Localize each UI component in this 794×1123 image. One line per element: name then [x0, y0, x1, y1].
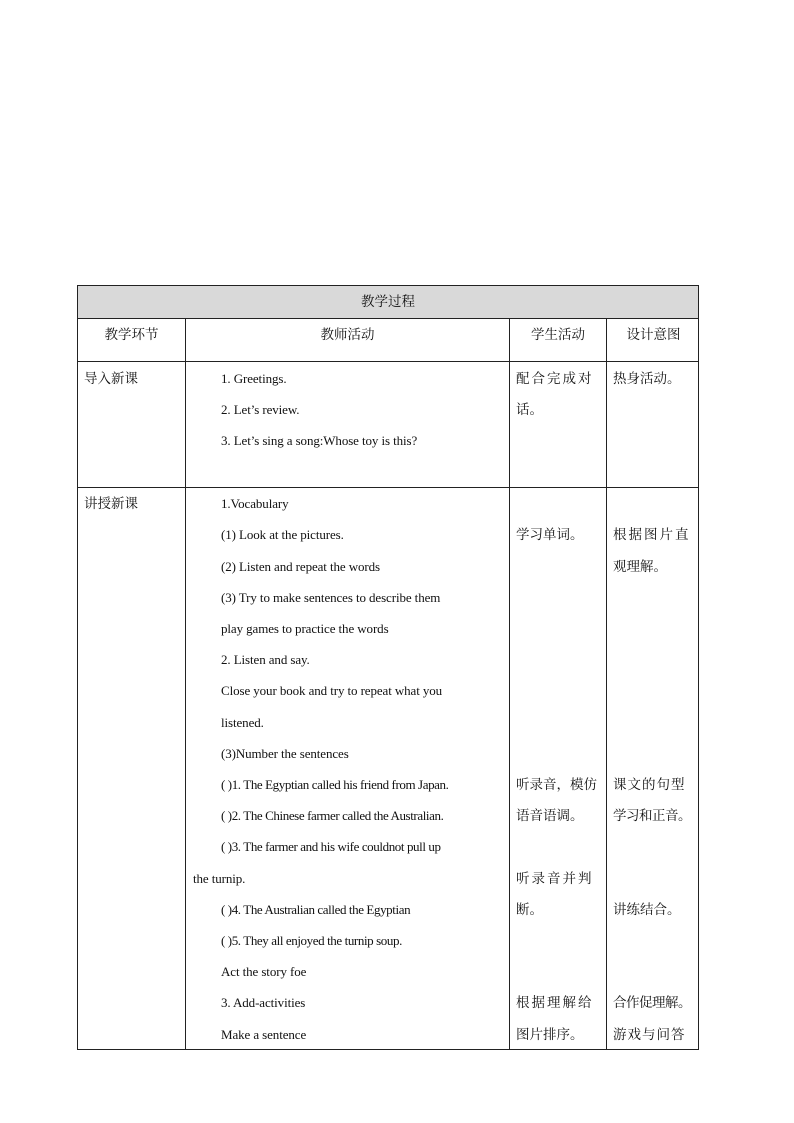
row2-teacher-line: 3. Add-activities	[221, 995, 306, 1010]
row1-student-line: 话。	[516, 402, 543, 418]
row2-intent-line: 合作促理解。	[613, 995, 691, 1011]
row2-student-line: 听录音，模仿	[516, 777, 597, 793]
row2-intent-line: 课文的句型	[613, 777, 686, 793]
column-divider	[509, 318, 510, 1049]
row2-intent-line: 讲练结合。	[613, 902, 681, 918]
row2-teacher-line: (3)Number the sentences	[221, 746, 349, 761]
row2-teacher-line: play games to practice the words	[221, 621, 389, 636]
row2-intent-line: 学习和正音。	[613, 808, 691, 824]
row2-student-line: 图片排序。	[516, 1027, 584, 1043]
row2-teacher-line: Close your book and try to repeat what you	[221, 683, 443, 698]
row1-intent-line: 热身活动。	[613, 371, 681, 387]
row1-teacher-line: 1. Greetings.	[221, 371, 287, 386]
header-intent: 设计意图	[626, 327, 681, 343]
row2-student-line: 语音语调。	[516, 808, 584, 824]
row2-teacher-line: listened.	[221, 715, 264, 730]
column-divider	[606, 318, 607, 1049]
row2-teacher-line: 1.Vocabulary	[221, 496, 289, 511]
row2-student-line: 听录音并判	[516, 871, 594, 887]
row2-teacher-line: (3) Try to make sentences to describe them	[221, 590, 441, 605]
row2-teacher-line: Act the story foe	[221, 964, 307, 979]
row2-teacher-line: ( )5. They all enjoyed the turnip soup.	[221, 933, 402, 948]
row2-teacher-line: ( )1. The Egyptian called his friend from Japan.	[221, 777, 449, 792]
row2-teacher-line: ( )4. The Australian called the Egyptian	[221, 902, 411, 917]
row2-student-line: 学习单词。	[516, 527, 584, 543]
row2-teacher-line: the turnip.	[193, 871, 246, 886]
row1-student-line: 配合完成对	[516, 371, 594, 387]
row-divider	[78, 361, 698, 362]
row2-student-line: 断。	[516, 902, 543, 918]
row-divider	[78, 318, 698, 319]
row2-teacher-line: ( )3. The farmer and his wife couldnot pull up	[221, 839, 441, 854]
row2-teacher-line: Make a sentence	[221, 1027, 307, 1042]
row2-teacher-line: (2) Listen and repeat the words	[221, 559, 380, 574]
row2-stage: 讲授新课	[84, 496, 138, 512]
row2-intent-line: 游戏与问答	[613, 1027, 686, 1043]
row-divider	[78, 487, 698, 488]
header-stage: 教学环节	[104, 327, 159, 343]
table-title: 教学过程	[361, 294, 415, 310]
column-divider	[185, 318, 186, 1049]
teaching-process-table	[77, 285, 699, 1050]
header-teacher: 教师活动	[320, 327, 375, 343]
row2-teacher-line: 2. Listen and say.	[221, 652, 310, 667]
row1-teacher-line: 3. Let’s sing a song:Whose toy is this?	[221, 433, 418, 448]
row2-teacher-line: (1) Look at the pictures.	[221, 527, 344, 542]
row1-teacher-line: 2. Let’s review.	[221, 402, 300, 417]
row2-intent-line: 根据图片直	[613, 527, 691, 543]
header-student: 学生活动	[531, 327, 585, 343]
row1-stage: 导入新课	[84, 371, 138, 387]
row2-intent-line: 观理解。	[613, 559, 667, 575]
row2-student-line: 根据理解给	[516, 995, 594, 1011]
row2-teacher-line: ( )2. The Chinese farmer called the Australian.	[221, 808, 444, 823]
